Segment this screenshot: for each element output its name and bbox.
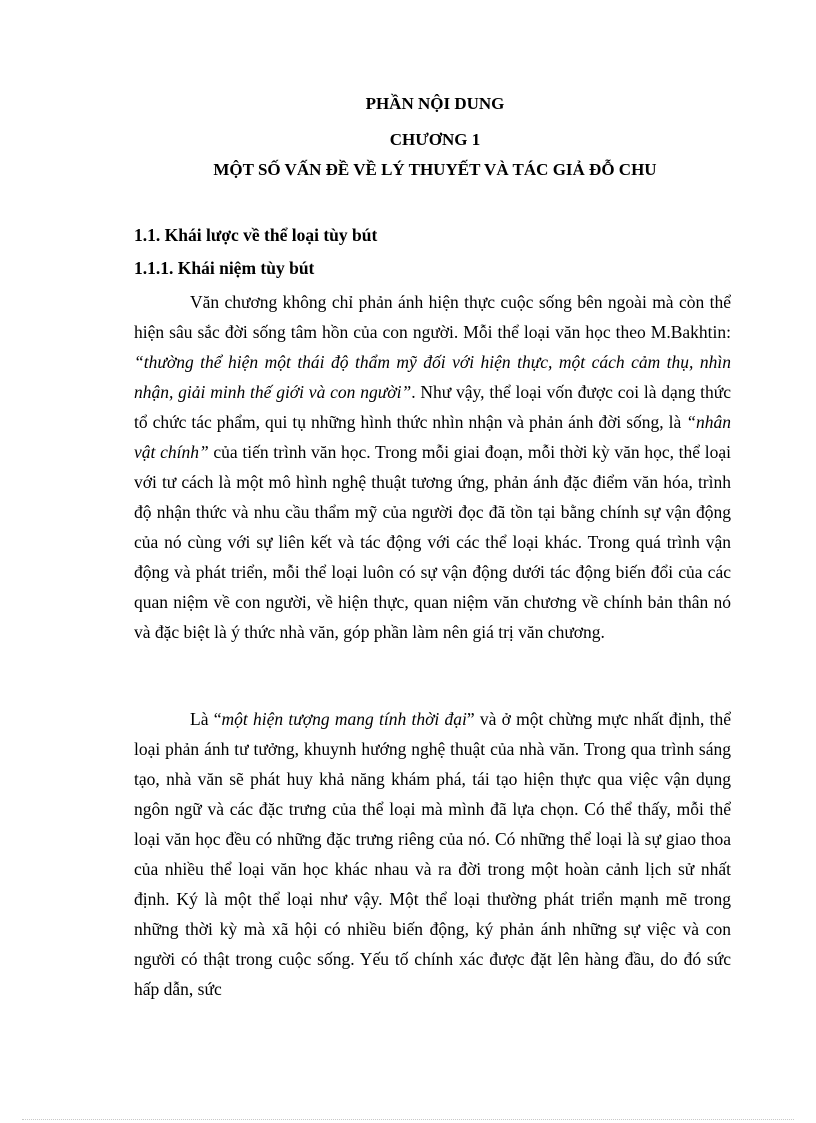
paragraph-2-quote-era: một hiện tượng mang tính thời đại (221, 709, 467, 729)
paragraph-1-quote-main-character: “nhân vật chính” (134, 412, 731, 462)
paragraph-1-quote-bakhtin: “thường thể hiện một thái độ thẩm mỹ đối với hiện thực, một cách cảm thụ, nhìn nhận, giải minh thế giới và con người” (134, 352, 731, 402)
paragraph-2 (134, 704, 731, 1004)
paragraph-2-text-b: ” và ở một chừng mực nhất định, thể loại phản ánh tư tưởng, khuynh hướng nghệ thuật của nhà văn. Trong qua trình sáng tạo, nhà văn sẽ phát huy khả năng khám phá, tái tạo hiện thực qua việc vận dụng ngôn ngữ và các đặc trưng của thể loại mà mình đã lựa chọn. Có thể thấy, mỗi thể loại văn học đều có những đặc trưng riêng của nó. Có những thể loại là sự giao thoa của nhiều thể loại văn học khác nhau và ra đời trong một hoàn cảnh lịch sử nhất định. Ký là một thể loại như vậy. Một thể loại thường phát triển mạnh mẽ trong những thời kỳ mà xã hội có nhiều biến động, ký phản ánh những sự việc và con người có thật trong cuộc sống. Yếu tố chính xác được đặt lên hàng đầu, do đó sức hấp dẫn, sức (134, 709, 731, 999)
chapter-title: MỘT SỐ VẤN ĐỀ VỀ LÝ THUYẾT VÀ TÁC GIẢ ĐỖ CHU (213, 160, 657, 179)
part-title: PHẦN NỘI DUNG (365, 94, 505, 113)
page-bottom-divider (22, 1119, 794, 1120)
paragraph-1-text-a: Văn chương không chỉ phản ánh hiện thực cuộc sống bên ngoài mà còn thể hiện sâu sắc đời sống tâm hồn của con người. Mỗi thể loại văn học theo M.Bakhtin: (134, 292, 731, 342)
paragraph-1 (134, 287, 731, 647)
subsection-heading: 1.1.1. Khái niệm tùy bút (134, 258, 315, 278)
paragraph-1-text-b: . Như vậy, thể loại vốn được coi là dạng thức tổ chức tác phẩm, qui tụ những hình thức nhìn nhận và phản ánh đời sống, là (134, 382, 731, 432)
paragraph-2-text-a: Là “ (190, 709, 222, 729)
paragraph-1-text-c: của tiến trình văn học. Trong mỗi giai đoạn, mỗi thời kỳ văn học, thể loại với tư cách là một mô hình nghệ thuật tương ứng, phản ánh đặc điểm văn hóa, trình độ nhận thức và nhu cầu thẩm mỹ của người đọc đã tồn tại bằng chính sự vận động của nó cùng với sự liên kết và tác động với các thể loại khác. Trong quá trình vận động và phát triển, mỗi thể loại luôn có sự vận động dưới tác động biến đổi của các quan niệm về con người, về hiện thực, quan niệm văn chương về chính bản thân nó và đặc biệt là ý thức nhà văn, góp phần làm nên giá trị văn chương. (134, 442, 731, 642)
chapter-number: CHƯƠNG 1 (389, 130, 481, 149)
section-heading: 1.1. Khái lược về thể loại tùy bút (134, 225, 378, 245)
